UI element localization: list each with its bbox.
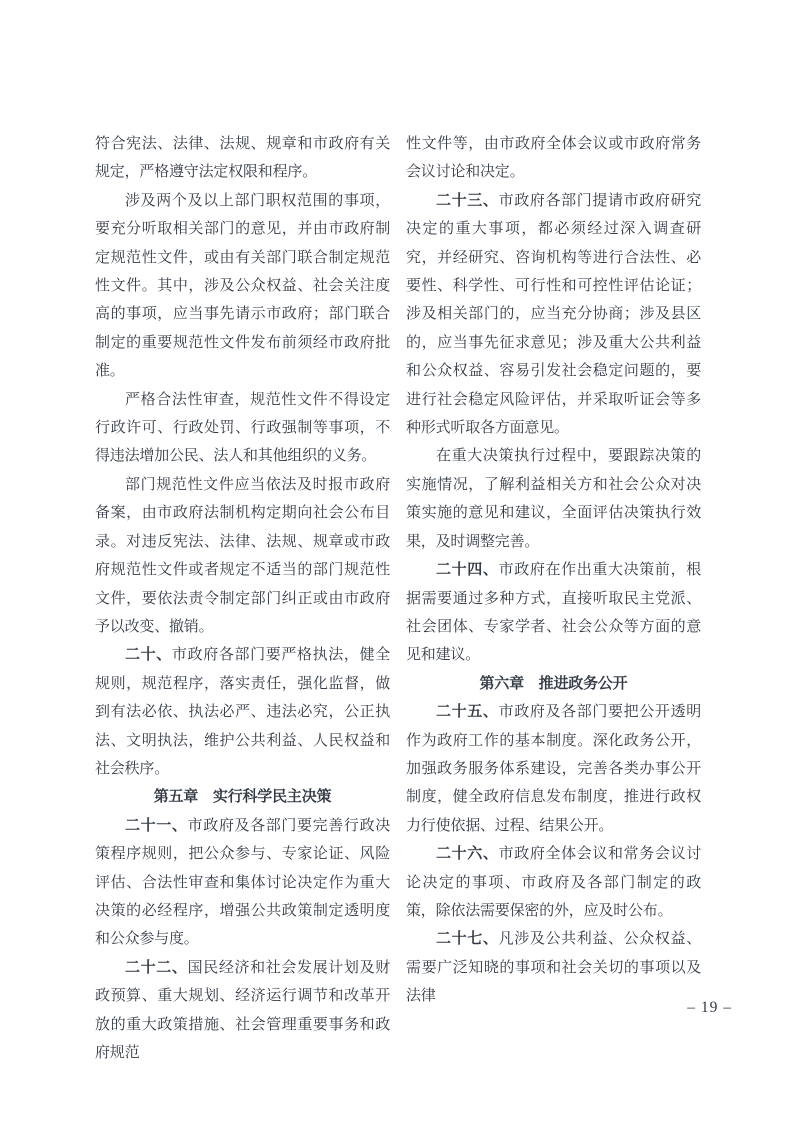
paragraph: 二十一、市政府及各部门要完善行政决策程序规则，把公众参与、专家论证、风险评估、合法性审查和集体讨论决定作为重大决策的必经程序，增强公共政策制定透明度和公众参与度。 (95, 817, 391, 948)
paragraph: 二十六、市政府全体会议和常务会议讨论决定的事项、市政府及各部门制定的政策，除依法需要保密的外，应及时公布。 (406, 846, 702, 919)
paragraph: 性文件等，由市政府全体会议或市政府常务会议讨论和决定。 (406, 136, 701, 181)
item-number: 二十、 (125, 647, 172, 664)
left-column (95, 130, 390, 1067)
paragraph: 二十七、凡涉及公共利益、公众权益、需要广泛知晓的事项和社会关切的事项以及法律 (406, 931, 702, 1005)
right-column (406, 130, 701, 1067)
paragraph: 涉及两个及以上部门职权范围的事项，要充分听取相关部门的意见，并由市政府制定规范性文件，或由有关部门联合制定规范性文件。其中，涉及公众权益、社会关注度高的事项，应当事先请示市政府；部门联合制定的重要规范性文件发布前须经市政府批准。 (95, 192, 390, 380)
chapter-heading: 第五章 实行科学民主决策 (153, 789, 332, 806)
item-number: 二十三、 (436, 192, 499, 209)
item-number: 二十六、 (436, 846, 499, 863)
item-number: 二十二、 (125, 959, 188, 976)
item-number: 二十四、 (436, 562, 499, 579)
paragraph: 严格合法性审查，规范性文件不得设定行政许可、行政处罚、行政强制等事项，不得违法增加公民、法人和其他组织的义务。 (95, 391, 390, 465)
document-body (95, 130, 701, 1067)
item-number: 二十五、 (436, 704, 499, 721)
paragraph: 在重大决策执行过程中，要跟踪决策的实施情况，了解利益相关方和社会公众对决策实施的意见和建议，全面评估决策执行效果，及时调整完善。 (406, 448, 701, 550)
chapter-heading: 第六章 推进政务公开 (479, 675, 628, 692)
paragraph: 二十四、市政府在作出重大决策前，根据需要通过多种方式，直接听取民主党派、社会团体、专家学者、社会公众等方面的意见和建议。 (406, 562, 702, 664)
paragraph: 二十五、市政府及各部门要把公开透明作为政府工作的基本制度。深化政务公开，加强政务服务体系建设，完善各类办事公开制度，健全政府信息发布制度，推进行政权力行使依据、过程、结果公开。 (406, 704, 702, 834)
paragraph: 符合宪法、法律、法规、规章和市政府有关规定，严格遵守法定权限和程序。 (95, 136, 390, 181)
item-number: 二十七、 (436, 931, 499, 948)
paragraph: 二十三、市政府各部门提请市政府研究决定的重大事项，都必须经过深入调查研究，并经研究、咨询机构等进行合法性、必要性、科学性、可行性和可控性评估论证；涉及相关部门的，应当充分协商；涉及县区的，应当事先征求意见；涉及重大公共利益和公众权益、容易引发社会稳定问题的，要进行社会稳定风险评估，并采取听证会等多种形式听取各方面意见。 (406, 192, 702, 437)
item-number: 二十一、 (125, 817, 188, 834)
page-number: – 19 – (687, 999, 732, 1016)
paragraph: 二十二、国民经济和社会发展计划及财政预算、重大规划、经济运行调节和改革开放的重大政策措施、社会管理重要事务和政府规范 (95, 959, 391, 1061)
paragraph: 二十、市政府各部门要严格执法，健全规则，规范程序，落实责任，强化监督，做到有法必依、执法必严、违法必究，公正执法、文明执法，维护公共利益、人民权益和社会秩序。 (95, 647, 391, 777)
paragraph: 部门规范性文件应当依法及时报市政府备案，由市政府法制机构定期向社会公布目录。对违反宪法、法律、法规、规章或市政府规范性文件或者规定不适当的部门规范性文件，要依法责令制定部门纠正或由市政府予以改变、撤销。 (95, 476, 390, 635)
